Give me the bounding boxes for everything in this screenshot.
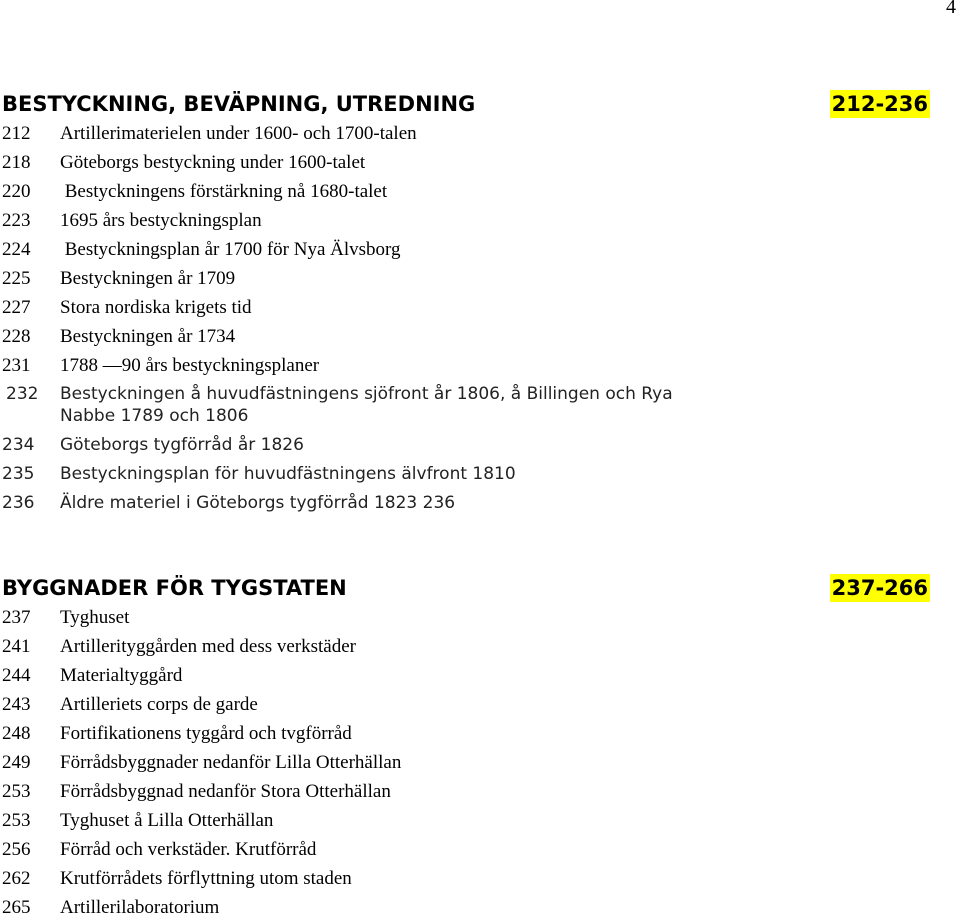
entry-title: Artilleriets corps de garde — [60, 694, 258, 715]
entry-page-number: 231 — [2, 355, 31, 376]
toc-entry — [0, 748, 930, 777]
entry-page-number: 262 — [2, 868, 31, 889]
toc-entry — [0, 380, 930, 431]
toc-entry — [0, 661, 930, 690]
toc-entry — [0, 460, 930, 489]
entry-page-number: 243 — [2, 694, 31, 715]
toc-entry — [0, 806, 930, 835]
entry-page-number: 228 — [2, 326, 31, 347]
entry-page-number: 232 — [6, 384, 39, 404]
section-bestyckning — [0, 89, 930, 518]
section-byggnader — [0, 573, 930, 922]
entry-title: Artillerilaboratorium — [60, 897, 220, 918]
entry-page-number: 244 — [2, 665, 31, 686]
entry-page-number: 225 — [2, 268, 31, 289]
toc-entry — [0, 719, 930, 748]
entry-page-number: 227 — [2, 297, 31, 318]
entry-page-number: 253 — [2, 781, 31, 802]
page-range-highlight: 212-236 — [831, 92, 928, 116]
toc-entry — [0, 489, 930, 518]
toc-entry — [0, 177, 930, 206]
entry-title: Bestyckningsplan för huvudfästningens älvfront 1810 — [60, 464, 516, 484]
toc-entry — [0, 864, 930, 893]
entry-page-number: 212 — [2, 123, 31, 144]
toc-entry — [0, 835, 930, 864]
entry-title: Stora nordiska krigets tid — [60, 297, 252, 318]
entry-title: Fortifikationens tyggård och tvgförråd — [60, 723, 352, 744]
entry-page-number: 235 — [2, 464, 35, 484]
toc-entry — [0, 431, 930, 460]
entry-title: Artillerimaterielen under 1600- och 1700-talen — [60, 123, 417, 144]
entry-title: 1695 års bestyckningsplan — [60, 210, 262, 231]
page-range-highlight: 237-266 — [831, 576, 928, 600]
entry-title: Bestyckningen år 1709 — [60, 268, 236, 289]
entry-title: Tyghuset — [60, 607, 130, 628]
entry-page-number: 220 — [2, 181, 31, 202]
entry-page-number: 236 — [2, 493, 35, 513]
entry-page-number: 223 — [2, 210, 31, 231]
toc-entry — [0, 893, 930, 922]
entry-title: Krutförrådets förflyttning utom staden — [60, 868, 352, 889]
page-number: 4 — [946, 0, 956, 18]
entry-page-number: 253 — [2, 810, 31, 831]
entry-title: Bestyckningsplan år 1700 för Nya Älvsborg — [60, 239, 401, 260]
entry-title: Förrådsbyggnad nedanför Stora Otterhällan — [60, 781, 391, 802]
entry-page-number: 218 — [2, 152, 31, 173]
entry-title: Artillerityggården med dess verkstäder — [60, 636, 356, 657]
toc-entry — [0, 119, 930, 148]
entry-title: 1788 —90 års bestyckningsplaner — [60, 355, 320, 376]
section-heading — [0, 89, 930, 119]
toc-entry — [0, 235, 930, 264]
entry-page-number: 248 — [2, 723, 31, 744]
entry-page-number: 265 — [2, 897, 31, 918]
section-title: BYGGNADER FÖR TYGSTATEN — [2, 576, 347, 600]
toc-entry — [0, 603, 930, 632]
section-title: BESTYCKNING, BEVÄPNING, UTREDNING — [2, 92, 476, 116]
entry-title: Bestyckningen å huvudfästningens sjöfront år 1806, å Billingen och Rya Nabbe 1789 och 1806 — [60, 384, 673, 426]
entry-title: Bestyckningens förstärkning nå 1680-talet — [60, 181, 388, 202]
entry-title: Förrådsbyggnader nedanför Lilla Otterhällan — [60, 752, 402, 773]
entry-page-number: 241 — [2, 636, 31, 657]
toc-entry — [0, 206, 930, 235]
toc-entry — [0, 293, 930, 322]
entry-page-number: 224 — [2, 239, 31, 260]
entry-page-number: 249 — [2, 752, 31, 773]
entry-title: Göteborgs tygförråd år 1826 — [60, 435, 304, 455]
entry-title: Tyghuset å Lilla Otterhällan — [60, 810, 274, 831]
entry-title: Äldre materiel i Göteborgs tygförråd 1823 236 — [60, 493, 456, 513]
toc-entry — [0, 777, 930, 806]
entry-title: Bestyckningen år 1734 — [60, 326, 236, 347]
entry-page-number: 234 — [2, 435, 35, 455]
entry-title: Förråd och verkstäder. Krutförråd — [60, 839, 317, 860]
entry-title: Materialtyggård — [60, 665, 183, 686]
toc-entry — [0, 322, 930, 351]
entry-title: Göteborgs bestyckning under 1600-talet — [60, 152, 366, 173]
toc-entry — [0, 690, 930, 719]
entry-page-number: 256 — [2, 839, 31, 860]
toc-entry — [0, 264, 930, 293]
toc-entry — [0, 632, 930, 661]
section-heading — [0, 573, 930, 603]
toc-entry — [0, 148, 930, 177]
toc-entry — [0, 351, 930, 380]
entry-page-number: 237 — [2, 607, 31, 628]
